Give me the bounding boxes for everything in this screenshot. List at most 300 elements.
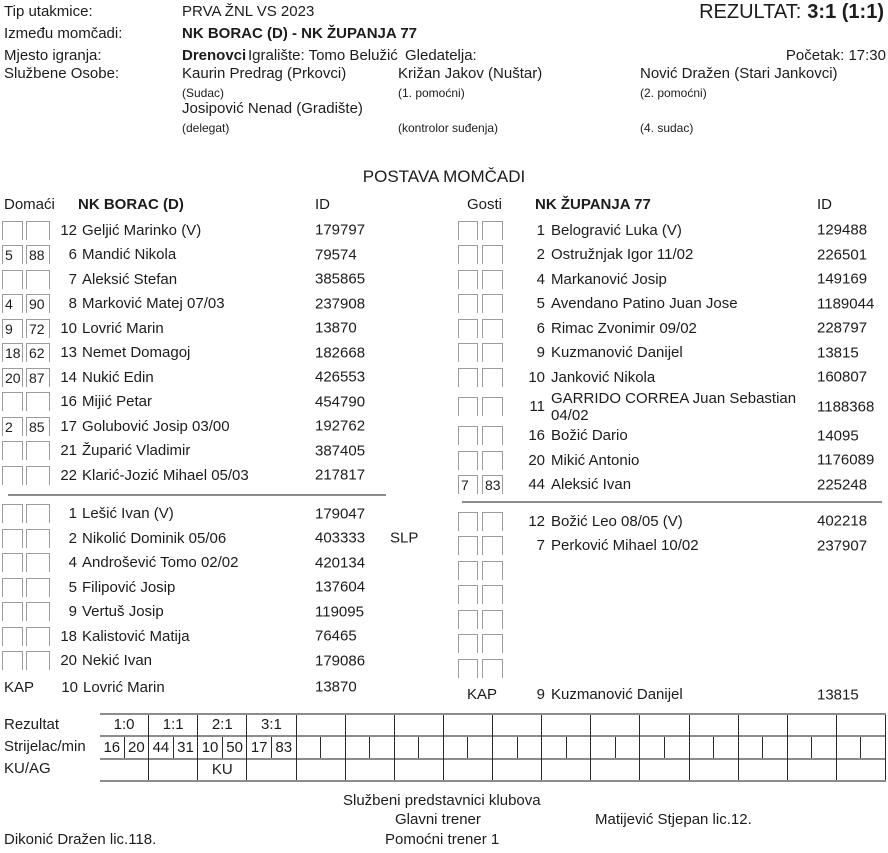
player-name: Filipović Josip [82,578,176,596]
score-column [690,715,739,780]
player-name: Nekić Ivan [82,652,153,670]
captain-name: Lovrić Marin [83,678,165,696]
sub-player-box [458,536,478,555]
spectators-label: Gledatelja: [405,47,477,64]
scorer-minute-cells [788,737,836,760]
goal-minute-cell [518,737,542,758]
sub-player-box: 5 [2,245,23,264]
player-id: 13815 [817,344,859,362]
player-id: 76465 [315,627,357,645]
player-id: 1189044 [817,295,875,313]
bench-player-row [458,534,888,559]
sub-minute-box [482,343,503,362]
player-number: 10 [528,368,545,386]
score-column [100,715,149,780]
scorer-number-cell [739,737,764,758]
kickoff-time: Početak: 17:30 [785,47,886,64]
kuag-cell [247,760,295,780]
home-team-name: NK BORAC (D) [78,196,184,213]
sub-player-box [2,553,23,572]
player-name: Lovrić Marin [82,319,164,337]
score-column [247,715,296,780]
sub-player-box: 2 [2,417,23,436]
scorer-number-cell: 16 [100,737,125,758]
delegate-name: Josipović Nenad (Gradište) [182,100,363,117]
scorer-minute-cells [198,737,246,760]
player-id: 403333 [315,529,366,547]
player-number: 20 [60,652,77,670]
sub-player-box [458,343,478,362]
sub-minute-box: 85 [26,417,50,436]
captain-id: 13870 [315,678,357,696]
kuag-cell [149,760,197,780]
goal-minute-cell [370,737,394,758]
partial-result-cell [788,715,836,737]
goal-minute-cell [419,737,443,758]
sub-minute-box [482,221,503,240]
player-row [2,292,448,317]
player-name: Belogravić Luka (V) [551,221,682,239]
score-column [395,715,444,780]
player-number: 7 [68,270,77,288]
sub-minute-box: 72 [26,319,50,338]
goal-minute-cell [665,737,689,758]
player-number: 18 [60,627,77,645]
score-column [837,715,886,780]
kuag-cell [640,760,688,780]
venue-label: Mjesto igranja: [4,47,102,64]
home-starters-list [2,218,448,488]
home-bench-list [2,502,448,674]
scorer-number-cell [788,737,813,758]
sub-minute-box [26,441,50,460]
player-row [2,439,448,464]
scorer-minute-cells [149,737,197,760]
sub-player-box [2,392,23,411]
result-label: REZULTAT: [699,1,802,23]
sub-player-box [2,529,23,548]
player-row [2,414,448,439]
player-name: Mandić Nikola [82,246,177,264]
score-column [788,715,837,780]
home-team-column [2,196,448,700]
result-row-label: Rezultat [4,716,60,733]
scorer-minute-cells [493,737,541,760]
sub-minute-box [482,536,503,555]
bench-player-row [2,575,448,600]
sub-minute-box [482,512,503,531]
result-line [699,1,884,24]
goal-minute-cell [567,737,591,758]
player-row [2,365,448,390]
scorer-row-label: Strijelac/min [4,738,86,755]
goal-minute-cell [861,737,885,758]
player-row [2,390,448,415]
fourth-official-role: (4. sudac) [640,121,694,135]
sub-minute-box: 90 [26,294,50,313]
captain-number: 9 [536,686,545,704]
scorer-number-cell [444,737,469,758]
partial-result-cell: 2:1 [198,715,246,737]
delegate-role: (delegat) [182,121,230,135]
sub-player-box [458,245,478,264]
player-name: GARRIDO CORREA Juan Sebastian 04/02 [551,389,797,424]
sub-player-box [458,319,478,338]
kuag-cell [837,760,885,780]
sub-player-box [2,441,23,460]
club-representatives-title: Službeni predstavnici klubova [343,792,541,809]
bench-player-row [2,502,448,527]
score-column [198,715,247,780]
partial-result-cell [837,715,885,737]
home-bench-divider [8,494,386,496]
player-id: 137604 [315,578,366,596]
player-name: Vertuš Josip [82,603,164,621]
sub-player-box [458,512,478,531]
partial-result-cell: 1:0 [100,715,148,737]
sub-player-box: 9 [2,319,23,338]
referee-name: Kaurin Predrag (Prkovci) [182,65,347,82]
sub-minute-box [482,561,503,580]
sub-minute-box [482,585,503,604]
player-id: 149169 [817,270,868,288]
sub-minute-box [26,578,50,597]
stadium-value: Igralište: Tomo Belužić [248,47,398,64]
sub-player-box: 20 [2,368,23,387]
scorer-number-cell [640,737,665,758]
scorer-number-cell: 17 [247,737,272,758]
assistant-coach-label: Pomoćni trener 1 [385,831,500,848]
partial-result-cell [493,715,541,737]
home-representative-name: Dikonić Dražen lic.118. [4,831,157,848]
player-name: Marković Matej 07/03 [82,295,225,313]
player-id: 402218 [817,512,868,530]
player-id: 217817 [315,466,366,484]
sub-minute-box [482,634,503,653]
player-id: 228797 [817,319,868,337]
player-name: Perković Mihael 10/02 [551,537,699,555]
player-id: 387405 [315,442,366,460]
player-id: 129488 [817,221,868,239]
player-name: Aleksić Stefan [82,270,178,288]
player-row [458,424,888,449]
partial-result-cell: 3:1 [247,715,295,737]
player-number: 1 [68,505,77,523]
bench-player-row [458,607,888,632]
player-number: 22 [60,466,77,484]
player-number: 5 [68,578,77,596]
scorer-minute-cells [297,737,345,760]
player-name: Geljić Marinko (V) [82,221,202,239]
away-starters-list [458,218,888,497]
partial-result-cell [444,715,492,737]
scorer-minute-cells [837,737,885,760]
player-name: Janković Nikola [551,368,656,386]
goal-minute-cell: 31 [177,739,194,756]
bench-player-row [458,583,888,608]
sub-minute-box [482,659,503,678]
player-number: 12 [528,512,545,530]
goal-minute-cell: 50 [226,739,243,756]
score-column [640,715,689,780]
player-id: 1176089 [817,451,875,469]
player-id: 1188368 [817,398,875,415]
bench-player-row [458,509,888,534]
player-name: Nemet Domagoj [82,344,191,362]
sub-player-box [458,585,478,604]
player-row [458,218,888,243]
sub-minute-box: 62 [26,343,50,362]
away-side-label: Gosti [467,196,503,213]
partial-result-cell: 1:1 [149,715,197,737]
partial-result-cell [395,715,443,737]
goal-minute-cell [321,737,345,758]
kuag-cell [100,760,148,780]
player-id: 79574 [315,246,357,264]
player-number: 4 [68,554,77,572]
player-number: 8 [68,295,77,313]
player-extra-flag: SLP [390,529,419,547]
kuag-cell [739,760,787,780]
kuag-cell [542,760,590,780]
scorer-minute-cells [395,737,443,760]
bench-player-row [458,632,888,657]
kuag-cell: KU [211,761,233,778]
officials-label: Službene Osobe: [4,65,120,82]
score-column [444,715,493,780]
player-id: 225248 [817,476,868,494]
scorer-number-cell [591,737,616,758]
sub-minute-box [482,451,503,470]
player-id: 192762 [315,417,366,435]
sub-player-box: 7 [458,475,478,494]
scorer-number-cell [837,737,862,758]
scorer-minute-cells [542,737,590,760]
goal-minute-cell [468,737,492,758]
sub-player-box [458,634,478,653]
head-coach-name: Matijević Stjepan lic.12. [595,811,752,828]
player-number: 14 [60,368,77,386]
player-number: 6 [68,246,77,264]
scorer-minute-cells [247,737,295,760]
player-id: 179086 [315,652,366,670]
scorer-minute-cells [690,737,738,760]
player-number: 17 [60,417,77,435]
assistant2-name: Nović Dražen (Stari Jankovci) [640,65,838,82]
bench-player-row [2,551,448,576]
scorer-number-cell [346,737,371,758]
partial-result-cell [591,715,639,737]
player-row [458,267,888,292]
sub-minute-box: 87 [26,368,50,387]
player-number: 6 [536,319,545,337]
sub-player-box [458,294,478,313]
scorer-number-cell [297,737,322,758]
away-id-header: ID [817,196,832,213]
sub-player-box [2,651,23,670]
player-id: 160807 [817,368,868,386]
player-id: 237908 [315,295,366,313]
goal-minute-cell: 20 [128,739,145,756]
player-row [458,292,888,317]
player-row [458,473,888,498]
sub-minute-box [482,319,503,338]
player-row [458,341,888,366]
player-id: 420134 [315,554,366,572]
player-name: Lešić Ivan (V) [82,505,174,523]
player-name: Rimac Zvonimir 09/02 [551,319,697,337]
player-name: Nikolić Dominik 05/06 [82,529,227,547]
player-number: 9 [68,603,77,621]
player-id: 119095 [315,603,364,621]
player-number: 2 [68,529,77,547]
kuag-cell [788,760,836,780]
player-number: 21 [60,442,77,460]
player-name: Kuzmanović Danijel [551,344,683,362]
assistant1-role: (1. pomoćni) [398,86,465,100]
sub-player-box [2,627,23,646]
player-number: 11 [529,398,545,415]
player-id: 426553 [315,368,366,386]
score-column [297,715,346,780]
referee-role: (Sudac) [182,86,225,100]
scorer-minute-cells [591,737,639,760]
scorer-minute-cells [100,737,148,760]
assistant2-role: (2. pomoćni) [640,86,707,100]
player-number: 12 [60,221,77,239]
partial-result-cell [297,715,345,737]
sub-player-box: 18 [2,343,23,362]
sub-player-box: 4 [2,294,23,313]
bench-player-row [2,526,448,551]
player-name: Androšević Tomo 02/02 [82,554,239,572]
bench-player-row [458,558,888,583]
player-row [2,243,448,268]
sub-minute-box [482,426,503,445]
referee-observer-role: (kontrolor suđenja) [398,121,499,135]
match-type-label: Tip utakmice: [4,3,93,20]
scorer-number-cell [542,737,567,758]
player-name: Aleksić Ivan [551,476,632,494]
player-name: Ostružnjak Igor 11/02 [551,246,694,264]
away-captain-row [458,683,888,708]
goal-minute-cell [714,737,738,758]
scorer-minute-cells [739,737,787,760]
player-name: Mikić Antonio [551,451,640,469]
player-name: Župarić Vladimir [82,442,191,460]
sub-minute-box: 83 [482,475,503,494]
partial-result-cell [346,715,394,737]
score-column [739,715,788,780]
sub-player-box [458,426,478,445]
score-table [100,713,886,782]
scorer-number-cell: 10 [198,737,223,758]
sub-player-box [458,561,478,580]
bench-player-row [2,649,448,674]
partial-result-cell [542,715,590,737]
sub-player-box [458,451,478,470]
result-value: 3:1 (1:1) [807,1,884,23]
sub-minute-box [26,504,50,523]
player-name: Golubović Josip 03/00 [82,417,230,435]
sub-player-box [2,221,23,240]
bench-player-row [2,624,448,649]
player-number: 2 [536,246,545,264]
sub-minute-box [26,466,50,485]
away-bench-divider [462,501,882,503]
player-row [458,390,888,424]
sub-player-box [458,270,478,289]
match-type-value: PRVA ŽNL VS 2023 [182,3,315,20]
player-row [2,316,448,341]
player-number: 16 [60,393,77,411]
sub-minute-box [482,245,503,264]
assistant1-name: Križan Jakov (Nuštar) [398,65,543,82]
away-team-header [458,196,888,218]
scorer-number-cell [395,737,420,758]
sub-minute-box [26,651,50,670]
goal-minute-cell: 83 [275,739,293,756]
player-row [2,218,448,243]
player-row [458,365,888,390]
player-number: 4 [536,270,545,288]
partial-result-cell [739,715,787,737]
kuag-cell [297,760,345,780]
player-name: Klarić-Jozić Mihael 05/03 [82,466,249,484]
player-row [2,463,448,488]
sub-player-box [2,270,23,289]
player-id: 237907 [817,537,868,555]
head-coach-label: Glavni trener [395,811,481,828]
scorer-number-cell [690,737,715,758]
home-team-header [2,196,448,218]
player-name: Avendano Patino Juan Jose [551,295,738,313]
scorer-minute-cells [640,737,688,760]
score-column [346,715,395,780]
captain-number: 10 [61,678,78,696]
captain-label: KAP [4,678,35,696]
sub-minute-box [482,397,503,416]
home-side-label: Domaći [4,196,55,213]
scorer-minute-cells [444,737,492,760]
captain-id: 13815 [817,686,859,704]
player-id: 385865 [315,270,366,288]
home-id-header: ID [315,196,330,213]
sub-player-box [2,578,23,597]
home-captain-row [2,675,448,700]
bench-player-row [2,600,448,625]
kuag-cell [591,760,639,780]
player-id: 226501 [817,246,868,264]
sub-minute-box [26,392,50,411]
player-row [2,267,448,292]
sub-minute-box [482,610,503,629]
sub-minute-box: 88 [26,245,50,264]
kuag-cell [395,760,443,780]
goal-minute-cell [763,737,787,758]
player-id: 179797 [315,221,366,239]
player-id: 182668 [315,344,366,362]
venue-value: Drenovci [182,47,247,64]
away-team-name: NK ŽUPANJA 77 [535,196,651,213]
player-row [458,448,888,473]
player-id: 14095 [817,427,859,445]
player-name: Nukić Edin [82,368,154,386]
kuag-cell [690,760,738,780]
sub-minute-box [26,602,50,621]
player-row [458,243,888,268]
player-name: Božić Leo 08/05 (V) [551,512,683,530]
